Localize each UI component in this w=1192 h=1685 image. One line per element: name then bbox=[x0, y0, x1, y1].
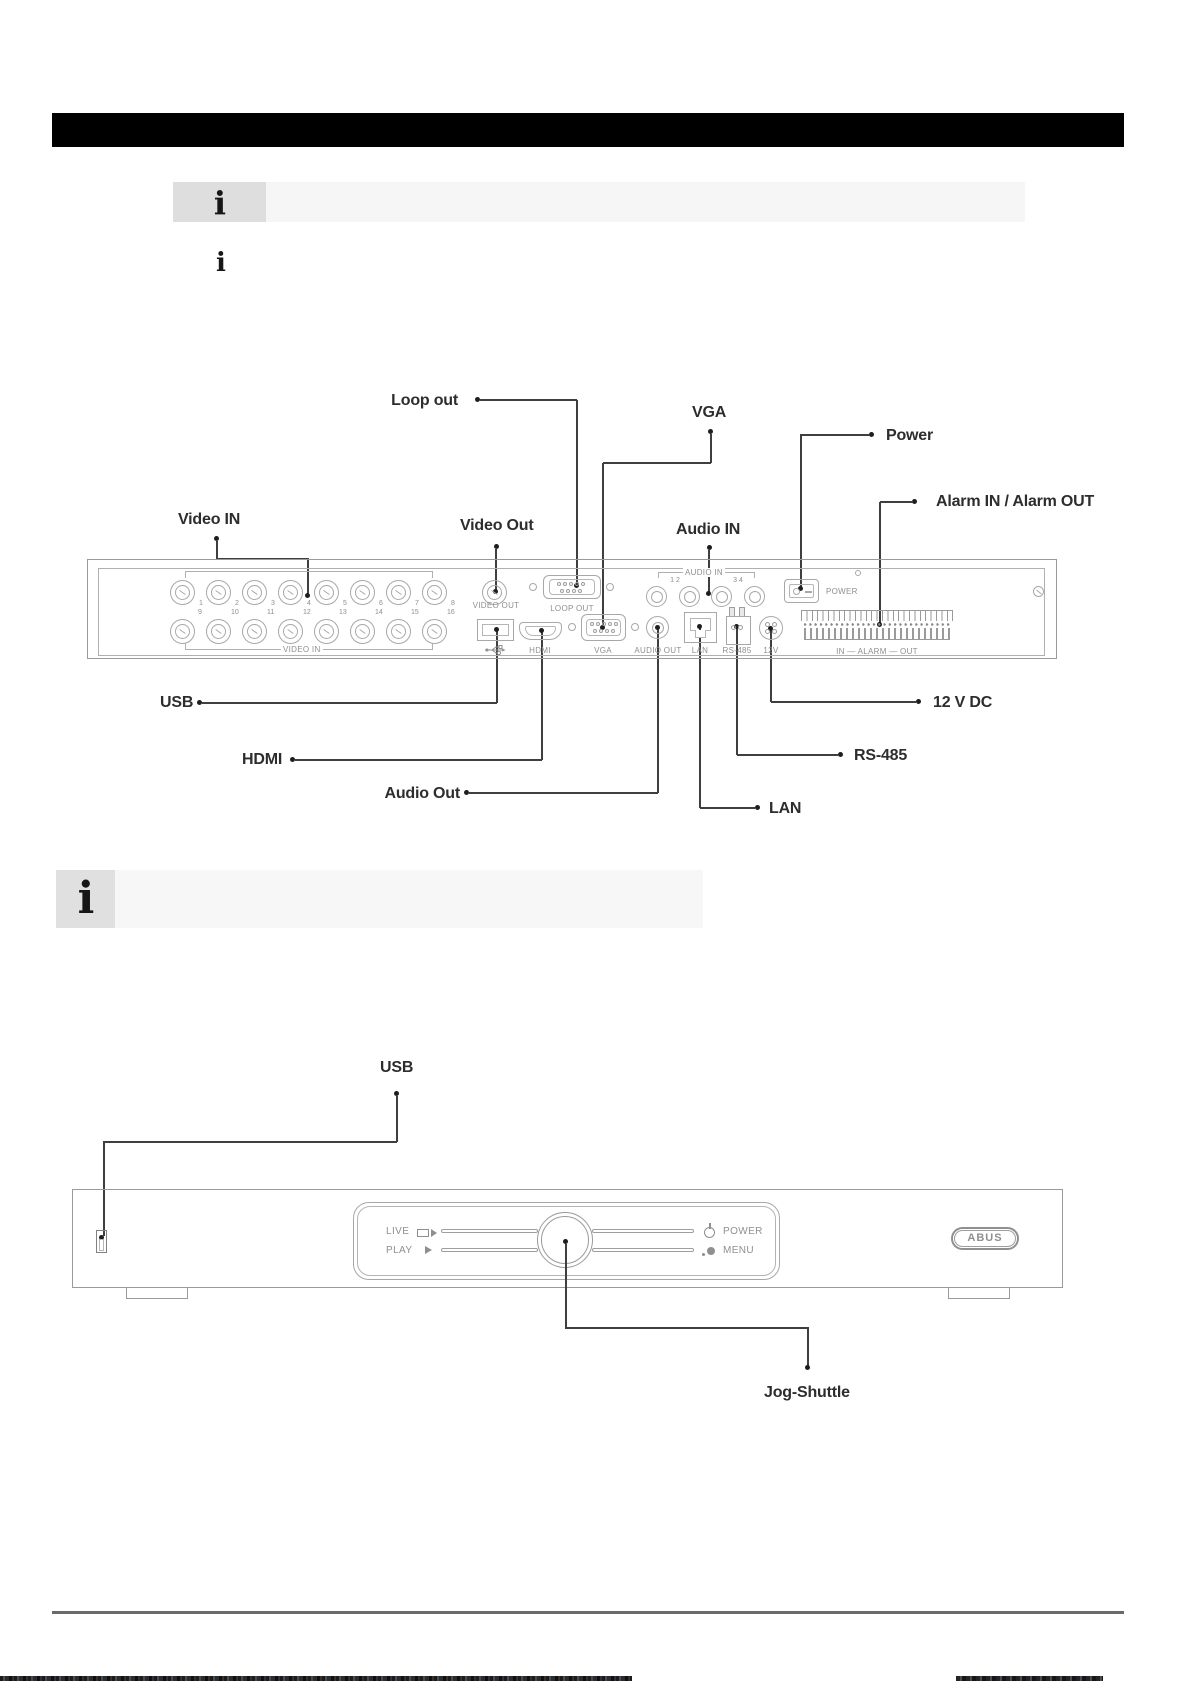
callout-end-dot bbox=[805, 1365, 810, 1370]
hdmi-port bbox=[519, 622, 562, 640]
bnc-number: 13 bbox=[339, 609, 347, 616]
abus-logo bbox=[951, 1227, 1019, 1250]
callout-dot bbox=[755, 805, 760, 810]
usb-icon bbox=[484, 643, 508, 655]
bnc-number: 3 bbox=[271, 600, 275, 607]
usb-slot-front bbox=[96, 1230, 107, 1253]
abus-logo-text: ABUS bbox=[967, 1232, 1003, 1244]
live-track bbox=[592, 1229, 694, 1233]
bnc-number: 2 bbox=[235, 600, 239, 607]
bnc-number: 4 bbox=[307, 600, 311, 607]
play-track bbox=[441, 1248, 538, 1252]
callout-line-segment bbox=[771, 701, 916, 703]
bnc-number: 7 bbox=[415, 600, 419, 607]
info-note-bar bbox=[115, 870, 703, 928]
callout-line-segment bbox=[103, 1141, 397, 1143]
front-foot-left bbox=[126, 1288, 188, 1299]
bnc-video-in-2 bbox=[206, 580, 231, 605]
bnc-number: 15 bbox=[411, 609, 419, 616]
rs485-terminal bbox=[726, 607, 751, 645]
bnc-video-in-7 bbox=[386, 580, 411, 605]
bnc-bracket bbox=[432, 571, 433, 578]
callout-vga: VGA bbox=[692, 404, 727, 421]
loop-out-label: LOOP OUT bbox=[550, 604, 594, 613]
power-switch-label: POWER bbox=[826, 587, 858, 596]
live-label: LIVE bbox=[386, 1226, 410, 1237]
loop-out-connector bbox=[543, 575, 601, 599]
info-icon: i bbox=[216, 248, 226, 278]
screw-hole bbox=[855, 570, 861, 576]
bnc-number: 11 bbox=[267, 609, 275, 616]
audio-in-jack-numbers-34: 3 4 bbox=[733, 577, 743, 584]
lan-port bbox=[684, 612, 717, 643]
scan-artifact-strip bbox=[956, 1676, 1103, 1681]
bnc-bracket bbox=[185, 571, 433, 572]
play-track bbox=[592, 1248, 694, 1252]
rs485-label: RS-485 bbox=[722, 646, 752, 655]
callout-dot bbox=[838, 752, 843, 757]
audio-in-jack-3 bbox=[711, 586, 732, 607]
bnc-video-in-8 bbox=[422, 580, 447, 605]
alarm-strip-label: IN — ALARM — OUT bbox=[836, 647, 918, 656]
bnc-video-in-13 bbox=[314, 619, 339, 644]
callout-alarm: Alarm IN / Alarm OUT bbox=[936, 493, 1095, 510]
callout-line-segment bbox=[700, 807, 755, 809]
bnc-number: 5 bbox=[343, 600, 347, 607]
bnc-video-in-1 bbox=[170, 580, 195, 605]
callout-power: Power bbox=[886, 427, 934, 444]
callout-line-segment bbox=[603, 462, 711, 464]
callout-lan: LAN bbox=[769, 800, 802, 817]
video-out-label: VIDEO OUT bbox=[472, 601, 520, 610]
bnc-number: 8 bbox=[451, 600, 455, 607]
video-in-bracket bbox=[185, 643, 186, 650]
bnc-video-in-11 bbox=[242, 619, 267, 644]
bnc-video-in-14 bbox=[350, 619, 375, 644]
hdmi-label: HDMI bbox=[529, 646, 551, 655]
screw bbox=[631, 623, 639, 631]
bnc-video-in-6 bbox=[350, 580, 375, 605]
lan-label: LAN bbox=[691, 646, 709, 655]
menu-icon-dot bbox=[702, 1253, 705, 1256]
info-icon: i bbox=[77, 873, 95, 924]
callout-jog-shuttle: Jog-Shuttle bbox=[764, 1384, 850, 1401]
play-icon bbox=[425, 1246, 432, 1254]
bnc-video-in-12 bbox=[278, 619, 303, 644]
callout-line-segment bbox=[710, 434, 712, 463]
bnc-video-in-5 bbox=[314, 580, 339, 605]
bnc-video-in-9 bbox=[170, 619, 195, 644]
live-track bbox=[441, 1229, 538, 1233]
callout-video-out: Video Out bbox=[460, 517, 534, 534]
callout-dot bbox=[916, 699, 921, 704]
audio-in-bracket-label: AUDIO IN bbox=[685, 568, 723, 577]
audio-in-bracket bbox=[658, 572, 659, 578]
power-icon-tick bbox=[709, 1223, 711, 1229]
callout-line-segment bbox=[469, 792, 658, 794]
callout-line-segment bbox=[216, 541, 218, 559]
top-chapter-bar bbox=[52, 113, 1124, 147]
video-in-bracket-label: VIDEO IN bbox=[283, 645, 321, 654]
callout-usb-front: USB bbox=[380, 1059, 414, 1076]
usb-port-rear bbox=[477, 619, 514, 641]
audio-in-jack-2 bbox=[679, 586, 700, 607]
callout-line-segment bbox=[480, 399, 577, 401]
callout-line-segment bbox=[880, 501, 913, 503]
screw bbox=[529, 583, 537, 591]
callout-audio-out: Audio Out bbox=[384, 785, 460, 802]
callout-usb-rear: USB bbox=[160, 694, 194, 711]
chassis-screw bbox=[1033, 586, 1044, 597]
bnc-number: 10 bbox=[231, 609, 239, 616]
info-note-bar bbox=[266, 182, 1025, 222]
camera-icon bbox=[417, 1229, 429, 1237]
camera-icon-lens bbox=[431, 1229, 437, 1237]
power-label-front: POWER bbox=[723, 1226, 763, 1237]
audio-in-bracket bbox=[754, 572, 755, 578]
bnc-video-in-4 bbox=[278, 580, 303, 605]
info-icon: i bbox=[213, 184, 227, 222]
menu-icon bbox=[707, 1247, 715, 1255]
audio-in-jack-4 bbox=[744, 586, 765, 607]
audio-out-jack bbox=[646, 616, 669, 639]
12v-label: 12V bbox=[763, 646, 779, 655]
play-label: PLAY bbox=[386, 1245, 413, 1256]
bnc-number: 6 bbox=[379, 600, 383, 607]
callout-line-segment bbox=[295, 759, 542, 761]
callout-line-segment bbox=[800, 434, 870, 436]
power-switch bbox=[784, 579, 819, 603]
callout-rs-485: RS-485 bbox=[854, 747, 908, 764]
video-in-bracket bbox=[432, 643, 433, 650]
callout-line-segment bbox=[565, 1244, 567, 1329]
front-foot-right bbox=[948, 1288, 1010, 1299]
alarm-terminal-strip bbox=[801, 610, 953, 641]
scan-artifact-strip bbox=[0, 1676, 632, 1681]
callout-line-segment bbox=[565, 1327, 808, 1329]
vga-connector bbox=[581, 614, 626, 641]
bnc-video-in-15 bbox=[386, 619, 411, 644]
callout-12v-dc: 12 V DC bbox=[933, 694, 993, 711]
bnc-bracket bbox=[185, 571, 186, 578]
audio-in-jack-numbers-12: 1 2 bbox=[670, 577, 680, 584]
callout-video-in: Video IN bbox=[178, 511, 241, 528]
callout-line-segment bbox=[807, 1327, 809, 1366]
12v-power-connector bbox=[759, 616, 783, 640]
callout-audio-in: Audio IN bbox=[676, 521, 741, 538]
menu-label: MENU bbox=[723, 1245, 755, 1256]
screw bbox=[568, 623, 576, 631]
bnc-number: 1 bbox=[199, 600, 203, 607]
audio-in-jack-1 bbox=[646, 586, 667, 607]
vga-label: VGA bbox=[594, 646, 612, 655]
bnc-video-in-16 bbox=[422, 619, 447, 644]
bnc-number: 16 bbox=[447, 609, 455, 616]
callout-line-segment bbox=[396, 1096, 398, 1142]
callout-line-segment bbox=[737, 754, 838, 756]
bnc-number: 12 bbox=[303, 609, 311, 616]
bnc-video-in-10 bbox=[206, 619, 231, 644]
screw bbox=[606, 583, 614, 591]
callout-line-segment bbox=[202, 702, 497, 704]
bnc-number: 14 bbox=[375, 609, 383, 616]
footer-rule bbox=[52, 1611, 1124, 1614]
bnc-video-in-3 bbox=[242, 580, 267, 605]
callout-hdmi: HDMI bbox=[242, 751, 283, 768]
bnc-number: 9 bbox=[198, 609, 202, 616]
audio-out-label: AUDIO OUT bbox=[634, 646, 682, 655]
callout-loop-out: Loop out bbox=[391, 392, 458, 409]
